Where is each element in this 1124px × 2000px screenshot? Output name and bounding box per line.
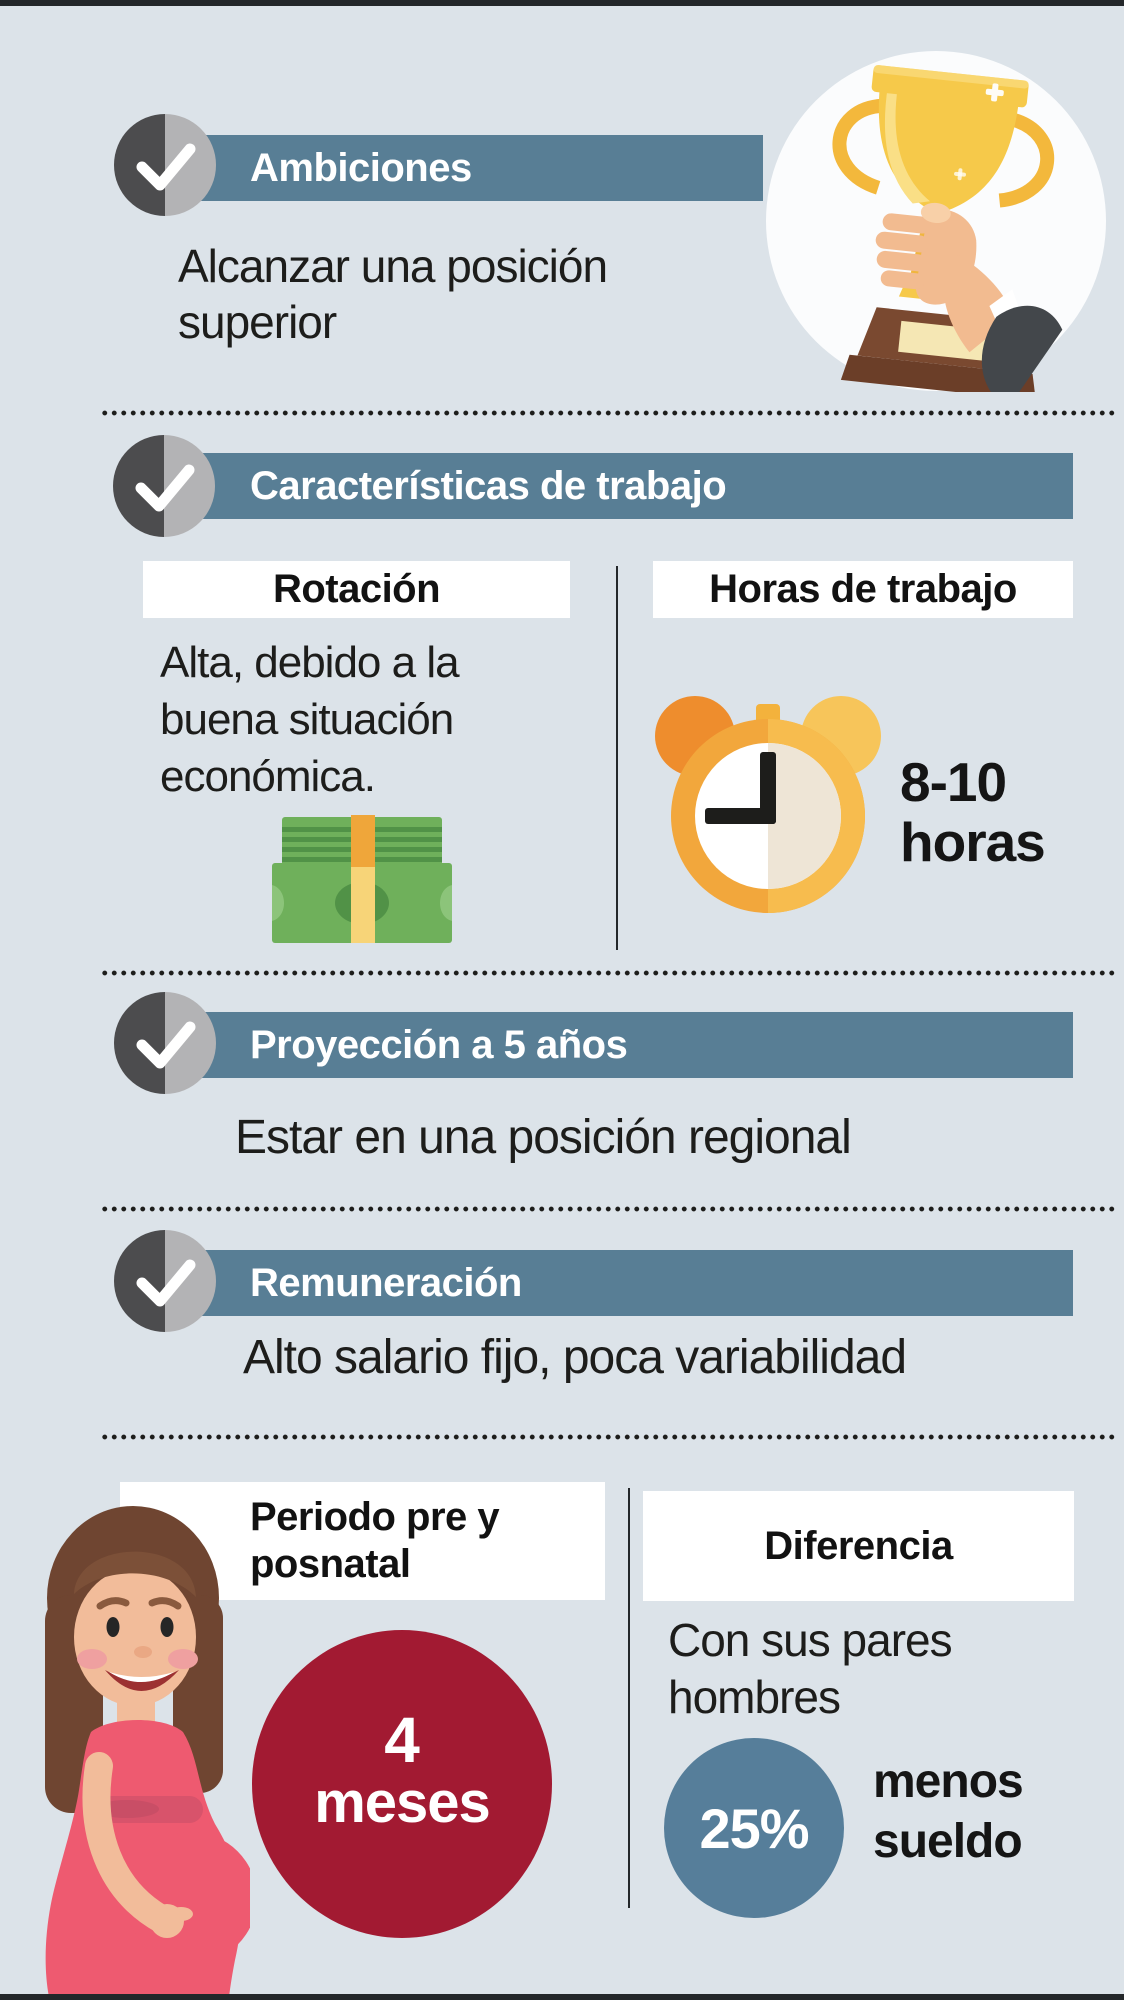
section-bar-ambiciones [165, 135, 763, 201]
ambiciones-text [178, 238, 607, 350]
dotted-divider [100, 1434, 1118, 1440]
horas-value-line1: 8-10 [900, 751, 1007, 813]
trophy-in-hand-icon [765, 50, 1107, 392]
check-icon [114, 114, 216, 216]
diferencia-text [668, 1612, 952, 1726]
checkmark-badge [113, 435, 215, 537]
diferencia-header: Diferencia [764, 1523, 953, 1568]
dotted-divider [100, 410, 1118, 416]
months-badge [252, 1630, 552, 1938]
dotted-divider [100, 1206, 1118, 1212]
section-title-proyeccion: Proyección a 5 años [250, 1023, 628, 1067]
section-title-remuneracion: Remuneración [250, 1261, 522, 1305]
ambiciones-text-line2: superior [178, 296, 337, 348]
rotacion-header-box [143, 561, 570, 618]
checkmark-badge [114, 992, 216, 1094]
months-badge-number: 4 [384, 1704, 420, 1776]
section-title-ambiciones: Ambiciones [250, 146, 472, 190]
rotacion-header: Rotación [272, 567, 441, 611]
banknote-stack-icon [272, 815, 452, 943]
remuneracion-text: Alto salario fijo, poca variabilidad [243, 1331, 907, 1384]
rotacion-text-line2: buena situación [160, 695, 454, 744]
top-frame-bar [0, 0, 1124, 6]
proyeccion-text: Estar en una posición regional [235, 1111, 851, 1164]
check-icon [114, 992, 216, 1094]
rotacion-text-line1: Alta, debido a la [160, 638, 459, 687]
checkmark-badge [114, 114, 216, 216]
section-title-caracteristicas: Características de trabajo [250, 464, 727, 508]
alarm-clock-icon [643, 688, 893, 923]
horas-header: Horas de trabajo [709, 567, 1017, 611]
column-divider-line [616, 566, 618, 950]
menos-sueldo-line1: menos [873, 1755, 1023, 1808]
diferencia-text-line2: hombres [668, 1671, 840, 1723]
diferencia-header-box [643, 1491, 1074, 1601]
checkmark-badge [114, 1230, 216, 1332]
horas-value [900, 752, 1045, 872]
pregnant-woman-icon [15, 1500, 250, 1997]
rotacion-text-line3: económica. [160, 752, 376, 801]
diferencia-text-line1: Con sus pares [668, 1614, 952, 1666]
section-bar-proyeccion [165, 1012, 1073, 1078]
check-icon [113, 435, 215, 537]
percent-badge [664, 1738, 844, 1918]
section-bar-caracteristicas [165, 453, 1073, 519]
horas-header-box [653, 561, 1073, 618]
percent-badge-value: 25% [699, 1796, 809, 1860]
menos-sueldo-line2: sueldo [873, 1815, 1022, 1868]
section-bar-remuneracion [165, 1250, 1073, 1316]
periodo-header-line1: Periodo pre y [250, 1495, 500, 1539]
horas-value-line2: horas [900, 811, 1045, 873]
ambiciones-text-line1: Alcanzar una posición [178, 240, 608, 292]
check-icon [114, 1230, 216, 1332]
dotted-divider [100, 970, 1118, 976]
months-badge-label: meses [314, 1770, 490, 1835]
menos-sueldo-text [873, 1752, 1023, 1872]
rotacion-text [160, 634, 459, 805]
column-divider-line [628, 1488, 630, 1908]
periodo-header-line2: posnatal [250, 1542, 411, 1586]
bottom-frame-bar [0, 1994, 1124, 2000]
